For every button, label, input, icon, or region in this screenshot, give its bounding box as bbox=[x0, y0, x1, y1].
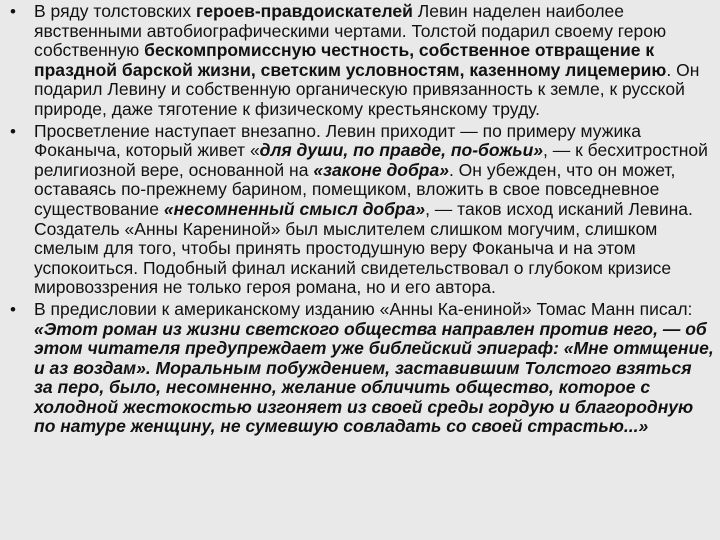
text-segment: В предисловии к американскому изданию «Анны Ка-ениной» Томас Манн писал: bbox=[34, 298, 693, 319]
bold-italic-segment: для души, по правде, по-божьи» bbox=[259, 140, 544, 161]
bold-italic-segment: «законе добра» bbox=[313, 159, 449, 180]
bold-italic-segment: «несомненный смысл добра» bbox=[163, 198, 426, 219]
bold-segment: героев-правдоискателей bbox=[195, 1, 413, 21]
bold-italic-segment: «Этот роман из жизни светского общества направлен против него, — об этом читателя предупреждает уже библейский эпиграф: «Мне отмщение, и аз воздам». Моральным побуждением, заставившим Толстого взяться за перо, было, несомненно, желание обличить общество, которое с холодной жестокостью изгоняет из своей среды гордую и благородную по натуре женщину, не сумевшую совладать со своей страстью...» bbox=[34, 318, 714, 437]
text-segment: , — таков исход исканий Левина. Создатель «Анны Карениной» был мыслителем слишком могучим, слишком смелым для того, чтобы принять простодушную веру Фоканыча и на этом успокоиться. Подобный финал исканий свидетельствовал о глубоком кризисе мировоззрения не только героя романа, но и его автора. bbox=[34, 198, 693, 298]
bullet-list bbox=[8, 2, 714, 439]
bullet-marker: • bbox=[10, 299, 16, 319]
text-segment: , — к бесхитростной религиозной вере, основанной на bbox=[34, 140, 708, 180]
bullet-item-1 bbox=[8, 2, 714, 120]
text-segment: . Он подарил Левину и собственную органическую привязанность к земле, к русской природе, даже тяготение к физическому крестьянскому труду. bbox=[34, 59, 700, 119]
text-segment: Просветление наступает внезапно. Левин приходит — по примеру мужика Фоканыча, который живет « bbox=[34, 120, 641, 161]
bullet-marker: • bbox=[10, 2, 16, 21]
text-segment: . Он убежден, что он может, оставаясь по-прежнему барином, помещиком, вложить в свое повседневное существование bbox=[34, 159, 676, 219]
bold-segment: бескомпромиссную честность, собственное отвращение к праздной барской жизни, светским условностям, казенному лицемерию bbox=[34, 40, 667, 80]
text-segment: Левин наделен наиболее явственными автобиографическими чертами. Толстой подарил своему герою собственную bbox=[34, 1, 667, 61]
bullet-item-2 bbox=[8, 122, 714, 298]
text-segment: В ряду толстовских bbox=[34, 1, 196, 21]
bullet-marker: • bbox=[10, 121, 16, 141]
bullet-item-3 bbox=[8, 300, 714, 437]
